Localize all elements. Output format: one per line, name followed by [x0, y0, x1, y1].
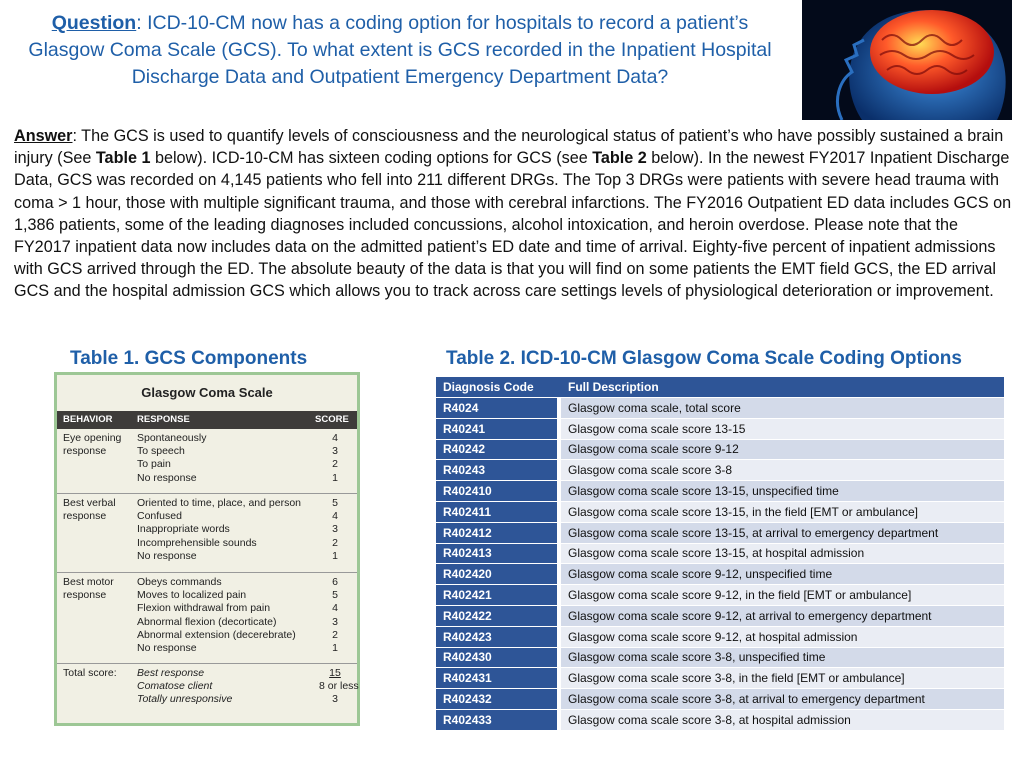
- diagnosis-code-cell: R402430: [436, 647, 557, 668]
- gcs-response: Spontaneously: [137, 432, 207, 444]
- description-cell: Glasgow coma scale score 9-12, unspecified time: [557, 563, 1004, 584]
- table-row: [436, 563, 1004, 584]
- gcs-response: Incomprehensible sounds: [137, 536, 257, 549]
- description-cell: Glasgow coma scale score 3-8, at arrival to emergency department: [557, 688, 1004, 709]
- table-row: [436, 439, 1004, 460]
- col-diagnosis-code: Diagnosis Code: [436, 377, 557, 397]
- gcs-scores: [319, 576, 351, 655]
- gcs-score: 1: [332, 471, 338, 484]
- answer-text-1: : The GCS is used to quantify levels of consciousness and the neurological status of patient’s who have possibly sustained a brain injury (See: [14, 127, 1004, 168]
- gcs-behavior-line: Total score:: [63, 667, 117, 679]
- table2-heading: Table 2. ICD-10-CM Glasgow Coma Scale Coding Options: [446, 348, 962, 369]
- gcs-response: Confused: [137, 510, 182, 523]
- gcs-response: Best response: [137, 667, 205, 679]
- gcs-behavior-line: Eye opening: [63, 432, 122, 444]
- table-row: [436, 584, 1004, 605]
- gcs-responses: [137, 497, 337, 563]
- description-cell: Glasgow coma scale score 13-15, in the field [EMT or ambulance]: [557, 501, 1004, 522]
- gcs-response: Oriented to time, place, and person: [137, 497, 302, 509]
- gcs-score: 3: [332, 693, 338, 706]
- gcs-scores: [319, 432, 351, 485]
- gcs-section: [57, 429, 357, 494]
- gcs-sections: [57, 429, 357, 714]
- diagnosis-code-cell: R40242: [436, 439, 557, 460]
- table-row: [436, 688, 1004, 709]
- gcs-response: Abnormal flexion (decorticate): [137, 615, 277, 628]
- gcs-behavior: [63, 576, 129, 602]
- gcs-section: [57, 494, 357, 573]
- gcs-score: 5: [332, 589, 338, 602]
- gcs-score: 6: [332, 576, 338, 588]
- gcs-score: 3: [332, 445, 338, 458]
- description-cell: Glasgow coma scale score 13-15, unspecified time: [557, 480, 1004, 501]
- gcs-col-response: RESPONSE: [137, 414, 190, 425]
- gcs-score: 3: [332, 523, 338, 536]
- description-cell: Glasgow coma scale score 9-12, in the field [EMT or ambulance]: [557, 584, 1004, 605]
- description-cell: Glasgow coma scale score 3-8: [557, 459, 1004, 480]
- gcs-response: Totally unresponsive: [137, 693, 233, 706]
- question: [12, 10, 788, 91]
- table-row: [436, 480, 1004, 501]
- answer-paragraph: [14, 125, 1014, 303]
- table-row: [436, 501, 1004, 522]
- table-row: [436, 626, 1004, 647]
- diagnosis-code-cell: R402432: [436, 688, 557, 709]
- gcs-score: 1: [332, 641, 338, 654]
- description-cell: Glasgow coma scale score 3-8, unspecified time: [557, 647, 1004, 668]
- table-row: [436, 418, 1004, 439]
- gcs-table: [54, 372, 360, 726]
- gcs-score: 15: [329, 667, 341, 679]
- table-row: [436, 709, 1004, 730]
- diagnosis-code-cell: R402423: [436, 626, 557, 647]
- answer-ref-table1: Table 1: [95, 149, 151, 168]
- gcs-responses: [137, 432, 337, 485]
- gcs-response: Flexion withdrawal from pain: [137, 602, 271, 615]
- gcs-behavior: [63, 432, 129, 458]
- answer-text-2: below). ICD-10-CM has sixteen coding options for GCS (see: [150, 149, 593, 168]
- gcs-score: 4: [332, 510, 338, 523]
- gcs-response: Abnormal extension (decerebrate): [137, 628, 296, 641]
- gcs-section: [57, 664, 357, 714]
- diagnosis-code-cell: R40241: [436, 418, 557, 439]
- gcs-responses: [137, 667, 337, 707]
- table1-heading: Table 1. GCS Components: [70, 348, 308, 369]
- gcs-behavior-line: Best motor: [63, 576, 114, 588]
- answer-text-3: below). In the newest FY2017 Inpatient Discharge Data, GCS was recorded on 4,145 patients who fell into 211 different DRGs. The Top 3 DRGs were patients with severe head trauma with coma > 1 hour, those with multiple significant trauma, and those with cerebral infarctions. The FY2016 Outpatient ED data includes GCS on 1,386 patients, some of the leading diagnoses included concussions, alcohol intoxication, and heroin overdose. Please note that the FY2017 inpatient data now includes data on the admitted patient’s ED date and time of arrival. Eighty-five percent of inpatient admissions with GCS arrived through the ED. The absolute beauty of the data is that you will find on some patients the EMT field GCS, the ED arrival GCS and the hospital admission GCS which allows you to track across care settings levels of physiological deterioration or improvement.: [14, 149, 1012, 301]
- gcs-response: To speech: [137, 445, 185, 458]
- diagnosis-code-cell: R402422: [436, 605, 557, 626]
- gcs-col-score: SCORE: [315, 414, 349, 425]
- gcs-behavior-line: response: [63, 510, 107, 522]
- gcs-score: 4: [332, 432, 338, 444]
- gcs-score: 2: [332, 458, 338, 471]
- question-label: Question: [51, 12, 137, 34]
- gcs-response: Obeys commands: [137, 576, 222, 588]
- description-cell: Glasgow coma scale score 9-12: [557, 439, 1004, 460]
- gcs-title: Glasgow Coma Scale: [57, 375, 357, 411]
- gcs-score: 3: [332, 615, 338, 628]
- col-full-description: Full Description: [557, 377, 1004, 397]
- table-row: [436, 459, 1004, 480]
- table-row: [436, 605, 1004, 626]
- gcs-score: 2: [332, 628, 338, 641]
- description-cell: Glasgow coma scale score 3-8, in the field [EMT or ambulance]: [557, 667, 1004, 688]
- table-row: [436, 543, 1004, 564]
- diagnosis-code-cell: R402413: [436, 543, 557, 564]
- gcs-response: Comatose client: [137, 680, 213, 693]
- diagnosis-code-cell: R402411: [436, 501, 557, 522]
- gcs-behavior: [63, 497, 129, 523]
- table-header-row: [436, 377, 1004, 397]
- description-cell: Glasgow coma scale score 9-12, at hospital admission: [557, 626, 1004, 647]
- gcs-behavior-line: Best verbal: [63, 497, 116, 509]
- diagnosis-code-cell: R4024: [436, 397, 557, 418]
- description-cell: Glasgow coma scale, total score: [557, 397, 1004, 418]
- table-row: [436, 667, 1004, 688]
- gcs-col-behavior: BEHAVIOR: [63, 414, 113, 425]
- gcs-response: No response: [137, 471, 197, 484]
- answer-ref-table2: Table 2: [592, 149, 647, 168]
- diagnosis-code-cell: R402431: [436, 667, 557, 688]
- gcs-section: [57, 573, 357, 664]
- description-cell: Glasgow coma scale score 13-15, at arrival to emergency department: [557, 522, 1004, 543]
- gcs-behavior-line: response: [63, 589, 107, 601]
- diagnosis-code-cell: R402410: [436, 480, 557, 501]
- coding-options-body: [436, 397, 1004, 730]
- gcs-response: No response: [137, 641, 197, 654]
- gcs-score: 1: [332, 549, 338, 562]
- diagnosis-code-cell: R40243: [436, 459, 557, 480]
- gcs-score: 8 or less: [319, 680, 359, 693]
- description-cell: Glasgow coma scale score 3-8, at hospital admission: [557, 709, 1004, 730]
- diagnosis-code-cell: R402421: [436, 584, 557, 605]
- gcs-behavior: [63, 667, 129, 680]
- diagnosis-code-cell: R402433: [436, 709, 557, 730]
- coding-options-table: [436, 377, 1004, 730]
- gcs-score: 4: [332, 602, 338, 615]
- gcs-responses: [137, 576, 337, 655]
- gcs-response: No response: [137, 549, 197, 562]
- gcs-behavior-line: response: [63, 445, 107, 457]
- description-cell: Glasgow coma scale score 9-12, at arrival to emergency department: [557, 605, 1004, 626]
- gcs-response: Moves to localized pain: [137, 589, 247, 602]
- brain-image: [802, 0, 1012, 120]
- diagnosis-code-cell: R402420: [436, 563, 557, 584]
- gcs-score: 5: [332, 497, 338, 509]
- gcs-score: 2: [332, 536, 338, 549]
- description-cell: Glasgow coma scale score 13-15: [557, 418, 1004, 439]
- gcs-header-row: [57, 411, 357, 429]
- diagnosis-code-cell: R402412: [436, 522, 557, 543]
- description-cell: Glasgow coma scale score 13-15, at hospital admission: [557, 543, 1004, 564]
- answer-label: Answer: [14, 127, 73, 145]
- question-text: : ICD-10-CM now has a coding option for hospitals to record a patient’s Glasgow Coma Scale (GCS). To what extent is GCS recorded in the Inpatient Hospital Discharge Data and Outpatient Emergency Department Data?: [28, 12, 772, 88]
- table-row: [436, 522, 1004, 543]
- table-row: [436, 397, 1004, 418]
- gcs-scores: [319, 667, 359, 707]
- table-row: [436, 647, 1004, 668]
- gcs-response: To pain: [137, 458, 171, 471]
- gcs-scores: [319, 497, 351, 563]
- gcs-response: Inappropriate words: [137, 523, 230, 536]
